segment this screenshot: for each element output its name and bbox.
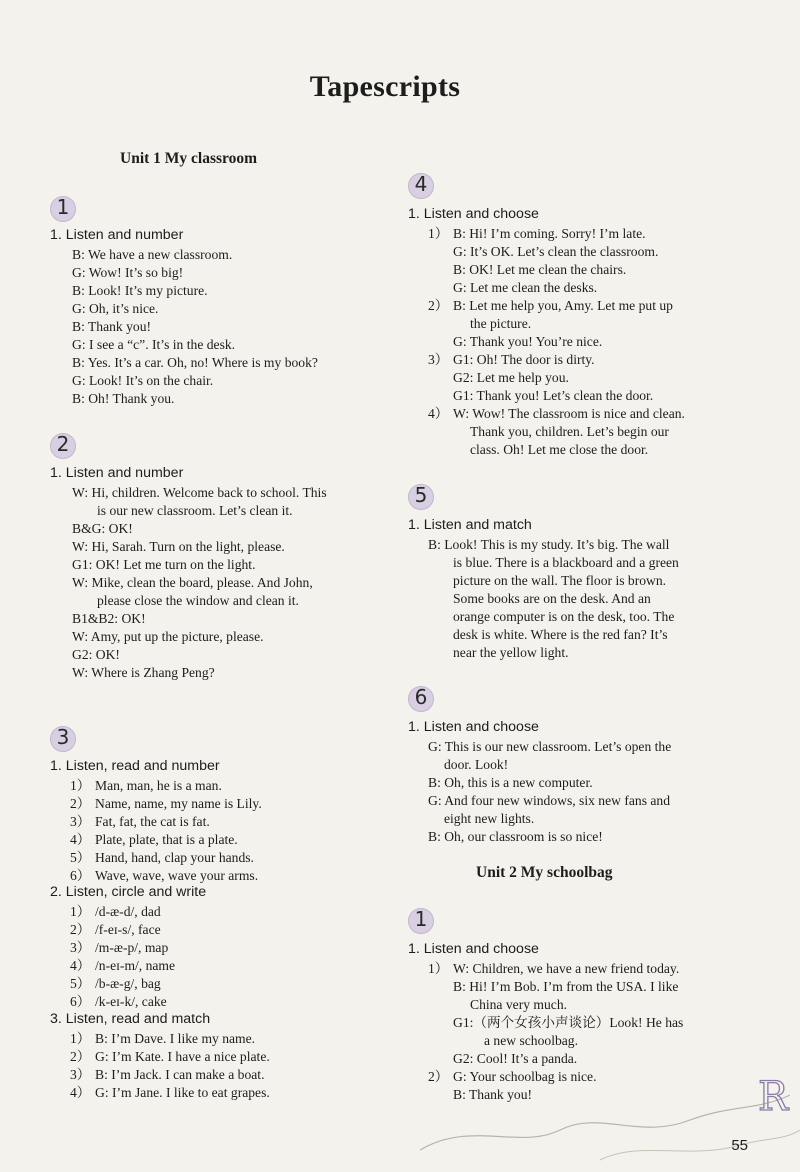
script-line: G: Look! It’s on the chair.: [72, 373, 214, 388]
list-item: 2） G: Your schoolbag is nice.: [428, 1069, 597, 1084]
script-line: near the yellow light.: [453, 645, 569, 660]
script-line: W: Hi, children. Welcome back to school. This: [72, 485, 327, 500]
section-badge: 4: [408, 173, 434, 199]
list-item: 6） /k-eɪ-k/, cake: [70, 994, 167, 1009]
script-line: W: Amy, put up the picture, please.: [72, 629, 264, 644]
list-item: 4） W: Wow! The classroom is nice and clean.: [428, 406, 685, 421]
section-badge: 5: [408, 484, 434, 510]
section-badge: 3: [50, 726, 76, 752]
script-line: G: Oh, it’s nice.: [72, 301, 159, 316]
script-line: G: I see a “c”. It’s in the desk.: [72, 337, 236, 352]
script-line: eight new lights.: [444, 811, 535, 826]
script-line: B: We have a new classroom.: [72, 247, 233, 262]
script-line: B: Oh! Thank you.: [72, 391, 175, 406]
section-heading: 1. Listen and match: [408, 517, 532, 533]
svg-text:R: R: [758, 1074, 789, 1120]
script-line: B: OK! Let me clean the chairs.: [453, 262, 627, 277]
script-line: Some books are on the desk. And an: [453, 591, 651, 606]
section-badge: 1: [408, 908, 434, 934]
list-item: 2） B: Let me help you, Amy. Let me put up: [428, 298, 673, 313]
script-line: G: Wow! It’s so big!: [72, 265, 184, 280]
list-item: 1） B: I’m Dave. I like my name.: [70, 1031, 256, 1046]
list-item: 2） G: I’m Kate. I have a nice plate.: [70, 1049, 270, 1064]
list-item: 4） /n-eɪ-m/, name: [70, 958, 176, 973]
section-heading: 1. Listen, read and number: [50, 758, 220, 774]
list-item: 2） Name, name, my name is Lily.: [70, 796, 262, 811]
script-line: B: Yes. It’s a car. Oh, no! Where is my book?: [72, 355, 318, 370]
script-line: B: Thank you!: [453, 1087, 533, 1102]
list-item: 3） B: I’m Jack. I can make a boat.: [70, 1067, 265, 1082]
script-line: B: Oh, our classroom is so nice!: [428, 829, 603, 844]
section-heading: 2. Listen, circle and write: [50, 884, 207, 900]
list-item: 1） /d-æ-d/, dad: [70, 904, 161, 919]
script-line: a new schoolbag.: [484, 1033, 578, 1048]
script-line: please close the window and clean it.: [97, 593, 299, 608]
script-line: G: Let me clean the desks.: [453, 280, 598, 295]
section-badge: 2: [50, 433, 76, 459]
script-line: B: Oh, this is a new computer.: [428, 775, 593, 790]
list-item: 4） Plate, plate, that is a plate.: [70, 832, 238, 847]
unit-title: Unit 1 My classroom: [120, 150, 258, 167]
section-heading: 1. Listen and choose: [408, 206, 539, 222]
script-line: G: And four new windows, six new fans and: [428, 793, 671, 808]
section-heading: 1. Listen and number: [50, 227, 184, 243]
list-item: 2） /f-eɪ-s/, face: [70, 922, 161, 937]
script-line: W: Mike, clean the board, please. And John,: [72, 575, 313, 590]
list-item: 5） Hand, hand, clap your hands.: [70, 850, 254, 865]
script-line: G: Thank you! You’re nice.: [453, 334, 603, 349]
section-badge: 6: [408, 686, 434, 712]
script-line: G1:（两个女孩小声谈论）Look! He has: [453, 1015, 684, 1030]
list-item: 5） /b-æ-g/, bag: [70, 976, 161, 991]
script-line: G2: Let me help you.: [453, 370, 569, 385]
list-item: 3） G1: Oh! The door is dirty.: [428, 352, 595, 367]
script-line: China very much.: [470, 997, 568, 1012]
section-heading: 1. Listen and choose: [408, 941, 539, 957]
script-line: orange computer is on the desk, too. The: [453, 609, 675, 624]
list-item: 4） G: I’m Jane. I like to eat grapes.: [70, 1085, 270, 1100]
list-item: 1） W: Children, we have a new friend today.: [428, 961, 680, 976]
list-item: 3） Fat, fat, the cat is fat.: [70, 814, 210, 829]
script-line: G1: OK! Let me turn on the light.: [72, 557, 256, 572]
script-line: Thank you, children. Let’s begin our: [470, 424, 669, 439]
script-line: B&G: OK!: [72, 521, 133, 536]
list-item: 1） Man, man, he is a man.: [70, 778, 222, 793]
script-line: G1: Thank you! Let’s clean the door.: [453, 388, 654, 403]
script-line: is our new classroom. Let’s clean it.: [97, 503, 293, 518]
page-title: Tapescripts: [309, 70, 461, 103]
script-line: G: This is our new classroom. Let’s open the: [428, 739, 672, 754]
script-line: B: Look! It’s my picture.: [72, 283, 208, 298]
script-line: desk is white. Where is the red fan? It’s: [453, 627, 668, 642]
script-line: B1&B2: OK!: [72, 611, 146, 626]
script-line: the picture.: [470, 316, 532, 331]
script-line: G2: OK!: [72, 647, 120, 662]
unit-title: Unit 2 My schoolbag: [476, 864, 613, 881]
section-badge: 1: [50, 196, 76, 222]
script-line: W: Where is Zhang Peng?: [72, 665, 215, 680]
script-line: B: Thank you!: [72, 319, 152, 334]
script-line: W: Hi, Sarah. Turn on the light, please.: [72, 539, 285, 554]
list-item: 6） Wave, wave, wave your arms.: [70, 868, 259, 883]
list-item: 1） B: Hi! I’m coming. Sorry! I’m late.: [428, 226, 646, 241]
script-line: picture on the wall. The floor is brown.: [453, 573, 667, 588]
script-line: class. Oh! Let me close the door.: [470, 442, 649, 457]
script-line: door. Look!: [444, 757, 509, 772]
script-line: G2: Cool! It’s a panda.: [453, 1051, 578, 1066]
page-number: 55: [731, 1137, 748, 1154]
section-heading: 1. Listen and number: [50, 465, 184, 481]
list-item: 3） /m-æ-p/, map: [70, 940, 169, 955]
script-line: B: Hi! I’m Bob. I’m from the USA. I like: [453, 979, 679, 994]
script-line: G: It’s OK. Let’s clean the classroom.: [453, 244, 659, 259]
script-line: B: Look! This is my study. It’s big. The wall: [428, 537, 670, 552]
section-heading: 3. Listen, read and match: [50, 1011, 211, 1027]
script-line: is blue. There is a blackboard and a green: [453, 555, 679, 570]
section-heading: 1. Listen and choose: [408, 719, 539, 735]
